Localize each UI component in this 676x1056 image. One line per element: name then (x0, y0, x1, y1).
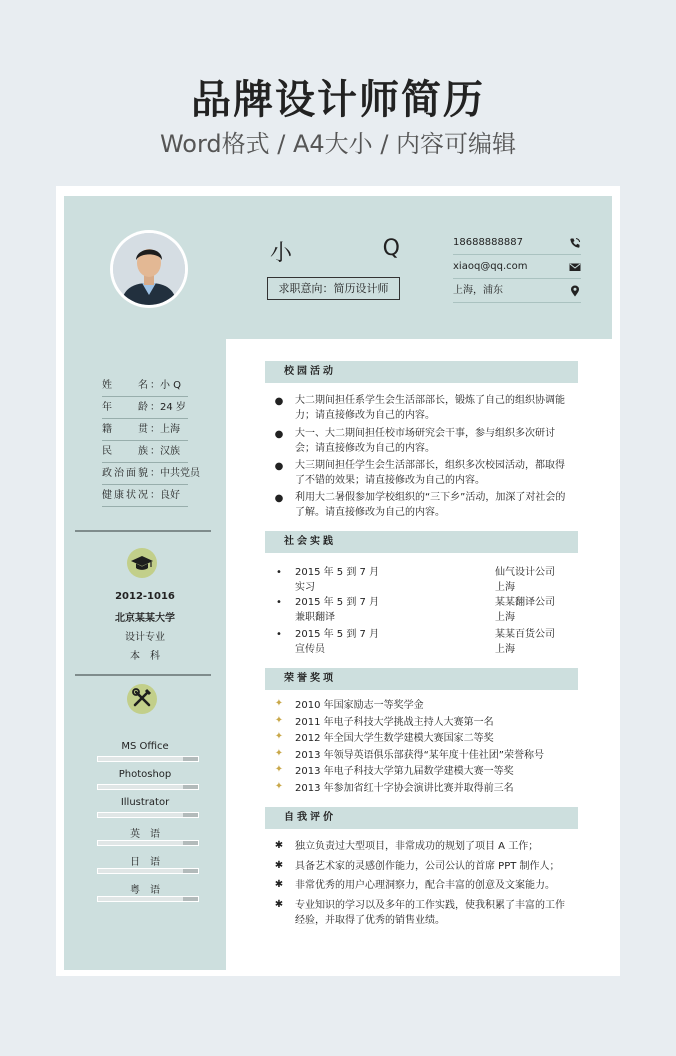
asterisk-bullet-icon: ✱ (274, 899, 284, 910)
practice-company: 某某翻译公司 (495, 597, 555, 608)
tools-icon (127, 684, 157, 714)
profile-value: 24 岁 (160, 402, 186, 413)
phone-text: 18688888887 (453, 237, 523, 248)
honor-item: 2012 年全国大学生数学建模大赛国家二等奖 (295, 733, 494, 744)
campus-item: 大二期间担任系学生会生活部部长，锻炼了自己的组织协调能力；请直接修改为自己的内容。 (295, 395, 565, 421)
practice-city: 上海 (495, 582, 515, 593)
hero-title: 品牌设计师简历 (191, 77, 485, 123)
skill-bar (97, 812, 199, 818)
practice-role: 兼职翻译 (295, 612, 335, 623)
profile-value: 小 Q (160, 380, 182, 391)
skill-bar (97, 896, 199, 902)
dot-bullet-icon: • (276, 597, 282, 608)
practice-company: 某某百货公司 (495, 629, 555, 640)
profile-key: 姓名 (102, 380, 148, 391)
asterisk-bullet-icon: ✱ (274, 860, 284, 871)
profile-row: 籍贯 ：上海 (102, 419, 188, 441)
name-first: 小 (270, 241, 295, 266)
skill-bar (97, 784, 199, 790)
skill-bar (97, 868, 199, 874)
dot-bullet-icon: • (276, 567, 282, 578)
profile-row: 健康状况 ：良好 (102, 485, 188, 507)
skill-label: Illustrator (120, 797, 170, 808)
profile-key: 籍贯 (102, 424, 148, 435)
profile-row: 姓名 ：小 Q (102, 375, 188, 397)
practice-period: 2015 年 5 到 7 月 (295, 597, 380, 608)
skill-label: 日 语 (130, 857, 160, 868)
graduation-cap-icon (127, 548, 157, 578)
drop-bullet-icon: ● (274, 493, 284, 504)
honor-item: 2010 年国家励志一等奖学金 (295, 700, 424, 711)
star-bullet-icon: ✦ (274, 715, 284, 726)
honor-item: 2013 年电子科技大学第九届数学建模大赛一等奖 (295, 766, 514, 777)
skill-bar (97, 756, 199, 762)
skill-bar (97, 840, 199, 846)
self-eval-item: 非常优秀的用户心理洞察力，配合丰富的创意及文案能力。 (295, 880, 555, 891)
profile-value: 上海 (160, 424, 180, 435)
profile-value: 中共党员 (160, 468, 200, 479)
hero-subtitle: Word格式 / A4大小 / 内容可编辑 (159, 130, 517, 158)
resume-page (56, 186, 620, 976)
honor-item: 2013 年参加省红十字协会演讲比赛并取得前三名 (295, 783, 514, 794)
star-bullet-icon: ✦ (274, 781, 284, 792)
profile-key: 政治面貌 (102, 468, 148, 479)
sidebar (64, 339, 226, 970)
divider (75, 530, 211, 532)
campus-item: 利用大二暑假参加学校组织的“三下乡”活动，加深了对社会的了解。请直接修改为自己的内容。 (295, 492, 566, 518)
section-practice-title: 社会实践 (265, 531, 578, 553)
self-eval-item: 具备艺术家的灵感创作能力，公司公认的首席 PPT 制作人； (295, 861, 560, 872)
section-campus-title: 校园活动 (265, 361, 578, 383)
profile-value: 良好 (160, 490, 180, 501)
skill-fill (98, 757, 183, 761)
practice-city: 上海 (495, 644, 515, 655)
drop-bullet-icon: ● (274, 396, 284, 407)
edu-school: 北京某某大学 (115, 613, 175, 624)
profile-row: 政治面貌 ：中共党员 (102, 463, 188, 485)
skill-label: 粤 语 (130, 885, 160, 896)
skills-badge (127, 684, 157, 714)
honor-item: 2011 年电子科技大学挑战主持人大赛第一名 (295, 717, 494, 728)
section-honors-title: 荣誉奖项 (265, 668, 578, 690)
profile-row: 年龄 ：24 岁 (102, 397, 188, 419)
star-bullet-icon: ✦ (274, 731, 284, 742)
name-last: Q (382, 236, 402, 261)
section-self-eval-title: 自我评价 (265, 807, 578, 829)
asterisk-bullet-icon: ✱ (274, 840, 284, 851)
edu-degree: 本 科 (130, 651, 160, 662)
location-text: 上海，浦东 (453, 285, 503, 296)
avatar (110, 230, 188, 308)
profile-key: 年龄 (102, 402, 148, 413)
contact-email (453, 255, 581, 279)
self-eval-item: 专业知识的学习以及多年的工作实践，使我积累了丰富的工作经验，并取得了优秀的销售业绩。 (295, 900, 565, 926)
star-bullet-icon: ✦ (274, 748, 284, 759)
practice-city: 上海 (495, 612, 515, 623)
drop-bullet-icon: ● (274, 461, 284, 472)
campus-item: 大三期间担任学生会生活部部长，组织多次校园活动，都取得了不错的效果；请直接修改为自己的内容。 (295, 460, 565, 486)
resume-header (64, 196, 612, 339)
skill-label: Photoshop (118, 769, 172, 780)
star-bullet-icon: ✦ (274, 698, 284, 709)
profile-row: 民族 ：汉族 (102, 441, 188, 463)
location-pin-icon (569, 285, 581, 297)
skill-fill (98, 841, 183, 845)
practice-role: 实习 (295, 582, 315, 593)
profile-key: 健康状况 (102, 490, 148, 501)
self-eval-item: 独立负责过大型项目，非常成功的规划了项目 A 工作； (295, 841, 539, 852)
profile-key: 民族 (102, 446, 148, 457)
divider (75, 674, 211, 676)
edu-major: 设计专业 (125, 632, 165, 643)
person-icon (113, 233, 185, 305)
skill-label: 英 语 (130, 829, 160, 840)
skill-label: MS Office (121, 741, 169, 752)
edu-years: 2012-1016 (115, 591, 175, 602)
skill-fill (98, 813, 183, 817)
star-bullet-icon: ✦ (274, 764, 284, 775)
job-intent: 求职意向：简历设计师 (267, 277, 400, 300)
skill-fill (98, 897, 183, 901)
candidate-name (270, 236, 402, 267)
contact-location (453, 279, 581, 303)
practice-period: 2015 年 5 到 7 月 (295, 629, 380, 640)
practice-company: 仙气设计公司 (495, 567, 555, 578)
honor-item: 2013 年领导英语俱乐部获得“某年度十佳社团”荣誉称号 (295, 750, 544, 761)
practice-period: 2015 年 5 到 7 月 (295, 567, 380, 578)
profile-value: 汉族 (160, 446, 180, 457)
drop-bullet-icon: ● (274, 429, 284, 440)
education-badge (127, 548, 157, 578)
phone-icon (569, 237, 581, 249)
mail-icon (569, 261, 581, 273)
dot-bullet-icon: • (276, 629, 282, 640)
campus-item: 大一、大二期间担任校市场研究会干事，参与组织多次研讨会；请直接修改为自己的内容。 (295, 428, 555, 454)
email-text: xiaoq@qq.com (453, 261, 528, 272)
practice-role: 宣传员 (295, 644, 325, 655)
contact-phone (453, 231, 581, 255)
skill-fill (98, 869, 183, 873)
asterisk-bullet-icon: ✱ (274, 879, 284, 890)
avatar-photo (113, 233, 185, 305)
skill-fill (98, 785, 183, 789)
